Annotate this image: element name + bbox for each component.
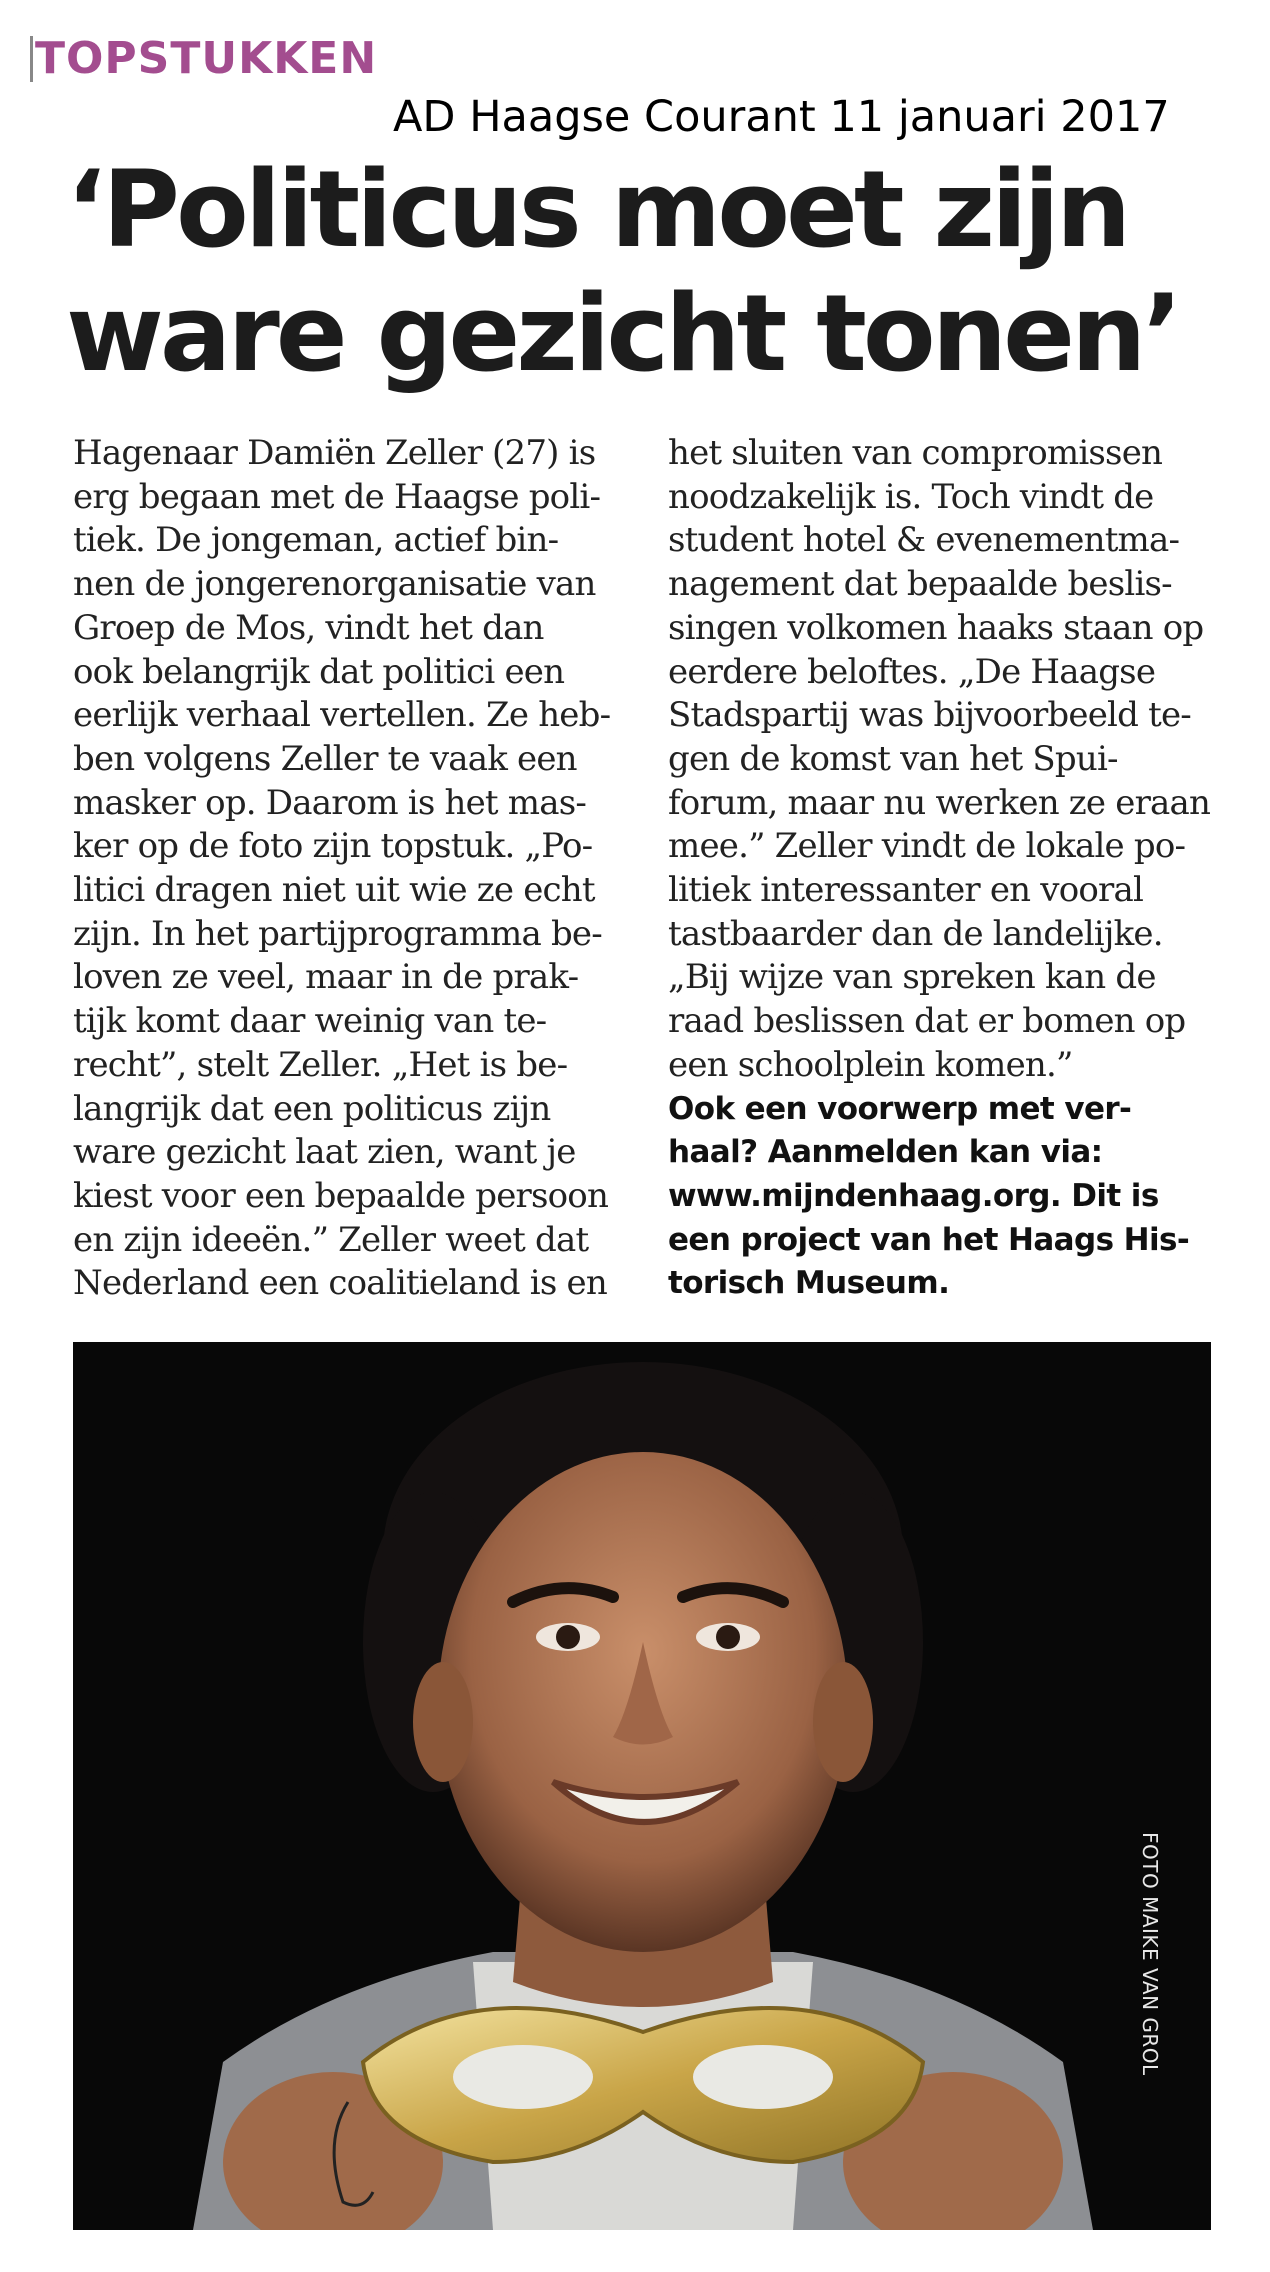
body-line: recht”, stelt Zeller. „Het is be- (73, 1044, 568, 1085)
body-line: gen de komst van het Spui- (668, 738, 1118, 779)
body-line: mee.” Zeller vindt de lokale po- (668, 826, 1186, 867)
headline-line-1: ‘Politicus moet zijn (66, 148, 1128, 271)
callout-line: Ook een voorwerp met ver- (668, 1090, 1132, 1127)
body-line: erg begaan met de Haagse poli- (73, 476, 601, 517)
callout-line: torisch Museum. (668, 1265, 950, 1302)
body-line: het sluiten van compromissen (668, 433, 1163, 473)
body-line: Stadspartij was bijvoorbeeld te- (668, 695, 1191, 736)
body-line: raad beslissen dat er bomen op (668, 1001, 1186, 1042)
body-line: ben volgens Zeller te vaak een (73, 738, 577, 779)
body-line: litiek interessanter en vooral (668, 870, 1144, 911)
callout-line: haal? Aanmelden kan via: (668, 1134, 1103, 1171)
headline-line-2: ware gezicht tonen’ (66, 272, 1179, 395)
body-line: Groep de Mos, vindt het dan (73, 607, 544, 648)
body-line: forum, maar nu werken ze eraan (668, 782, 1211, 823)
body-line: tijk komt daar weinig van te- (73, 1001, 547, 1042)
body-line: tiek. De jongeman, actief bin- (73, 520, 559, 561)
body-line: ware gezicht laat zien, want je (73, 1132, 576, 1173)
body-line: en zijn ideeën.” Zeller weet dat (73, 1219, 589, 1260)
body-line: eerdere beloftes. „De Haagse (668, 651, 1156, 692)
portrait-illustration (73, 1342, 1211, 2230)
body-line: eerlijk verhaal vertellen. Ze heb- (73, 695, 611, 736)
photo-credit: FOTO MAIKE VAN GROL (1138, 1832, 1162, 2076)
body-column-2 (668, 432, 1228, 1306)
callout-line: een project van het Haags His- (668, 1221, 1190, 1258)
body-line: „Bij wijze van spreken kan de (668, 957, 1156, 998)
body-line: ook belangrijk dat politici een (73, 651, 565, 692)
body-line: litici dragen niet uit wie ze echt (73, 870, 595, 911)
body-line: tastbaarder dan de landelijke. (668, 913, 1163, 954)
source-line: AD Haagse Courant 11 januari 2017 (393, 92, 1170, 142)
article-photo (73, 1342, 1211, 2230)
body-line: noodzakelijk is. Toch vindt de (668, 476, 1154, 517)
section-label: TOPSTUKKEN (30, 36, 377, 82)
body-line: nen de jongerenorganisatie van (73, 564, 596, 605)
callout-line: www.mijndenhaag.org. Dit is (668, 1177, 1159, 1214)
body-line: een schoolplein komen.” (668, 1044, 1073, 1085)
body-line: kiest voor een bepaalde persoon (73, 1175, 609, 1216)
body-line: Nederland een coalitieland is en (73, 1263, 607, 1304)
body-line: masker op. Daarom is het mas- (73, 782, 587, 823)
body-line: nagement dat bepaalde beslis- (668, 564, 1172, 605)
body-line: loven ze veel, maar in de prak- (73, 957, 579, 998)
body-line: student hotel & evenementma- (668, 520, 1180, 561)
body-line: ker op de foto zijn topstuk. „Po- (73, 826, 593, 867)
body-line: singen volkomen haaks staan op (668, 607, 1204, 648)
body-line: Hagenaar Damiën Zeller (27) is (73, 433, 596, 473)
body-line: zijn. In het partijprogramma be- (73, 913, 602, 954)
body-column-1 (73, 432, 633, 1306)
body-line: langrijk dat een politicus zijn (73, 1088, 551, 1129)
headline (66, 148, 1246, 396)
